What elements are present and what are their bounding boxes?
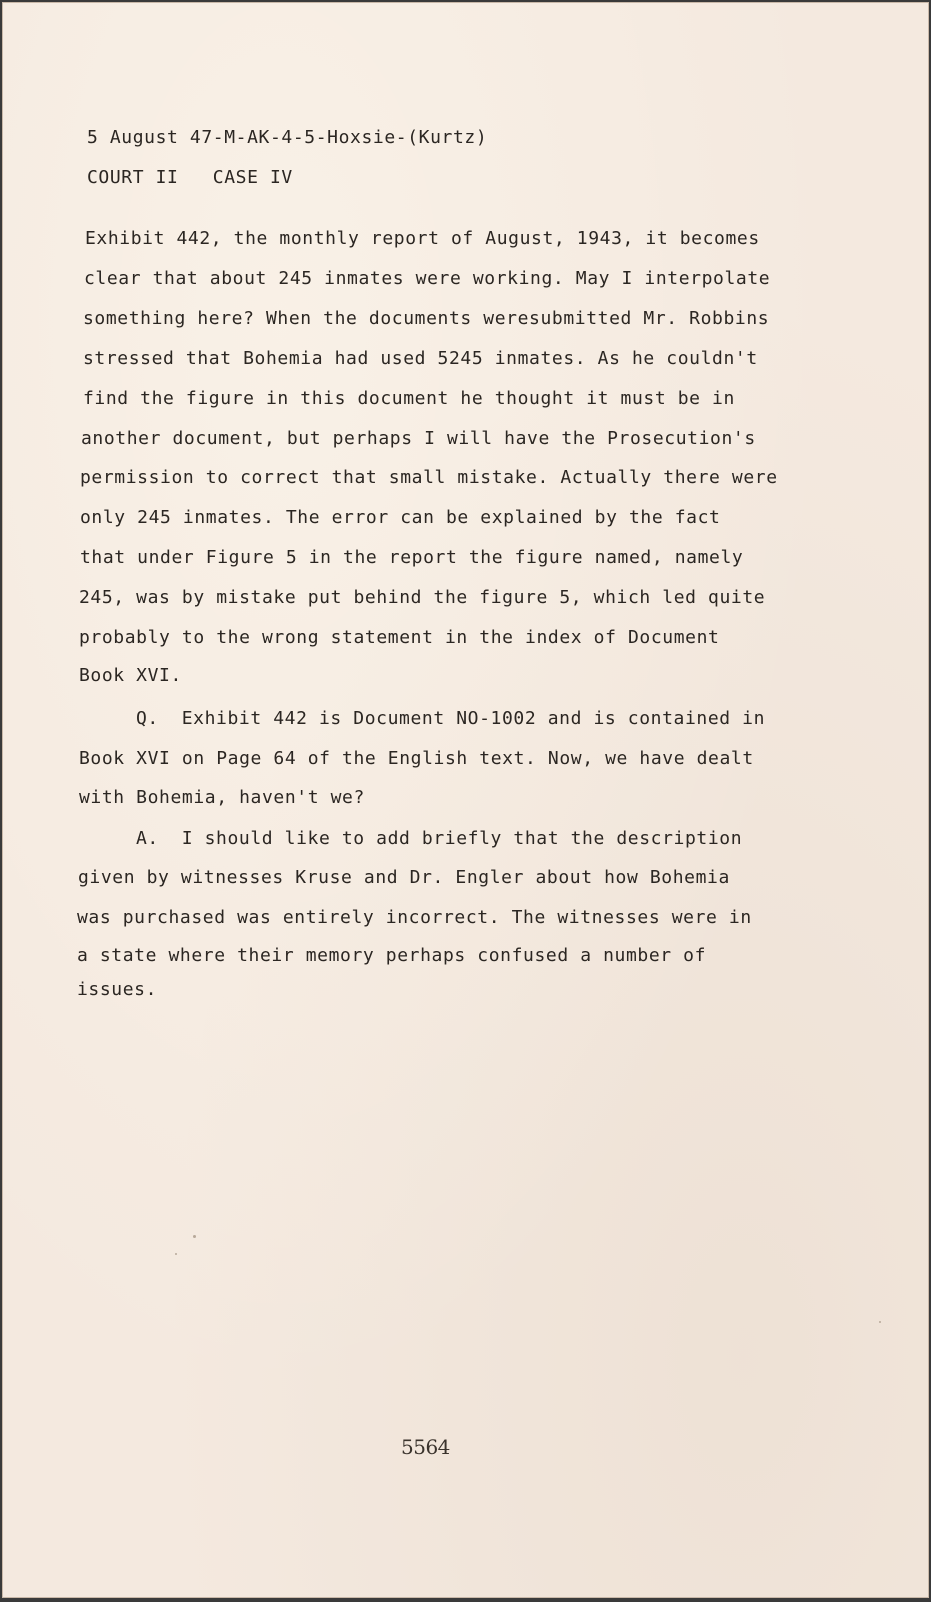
body-line: find the figure in this document he thought it must be in: [83, 388, 735, 409]
question-line: Q. Exhibit 442 is Document NO-1002 and is contained in: [136, 708, 766, 729]
answer-line: a state where their memory perhaps confused a number of: [77, 945, 707, 966]
body-line: 245, was by mistake put behind the figure 5, which led quite: [79, 587, 766, 608]
answer-line: was purchased was entirely incorrect. The witnesses were in: [77, 907, 752, 928]
paper-speck: [175, 1253, 177, 1255]
answer-line: A. I should like to add briefly that the description: [136, 828, 743, 849]
body-line: Exhibit 442, the monthly report of August, 1943, it becomes: [85, 228, 760, 249]
body-line: another document, but perhaps I will have the Prosecution's: [81, 428, 756, 449]
body-line: permission to correct that small mistake. Actually there were: [80, 467, 778, 488]
body-line: that under Figure 5 in the report the figure named, namely: [80, 547, 744, 568]
body-line: clear that about 245 inmates were working. May I interpolate: [84, 268, 771, 289]
page-number: 5564: [401, 1435, 450, 1459]
header-court-case: COURT II CASE IV: [87, 167, 293, 188]
question-line: with Bohemia, haven't we?: [79, 787, 365, 808]
question-line: Book XVI on Page 64 of the English text. Now, we have dealt: [79, 748, 754, 769]
paper-speck: [193, 1235, 196, 1238]
answer-line: issues.: [77, 979, 158, 1000]
body-line: probably to the wrong statement in the index of Document: [79, 627, 720, 648]
paper-speck: [879, 1321, 881, 1323]
answer-line: given by witnesses Kruse and Dr. Engler about how Bohemia: [78, 867, 730, 888]
body-line: only 245 inmates. The error can be explained by the fact: [80, 507, 721, 528]
document-page: [2, 2, 929, 1598]
body-line: Book XVI.: [79, 665, 182, 686]
body-line: stressed that Bohemia had used 5245 inmates. As he couldn't: [83, 348, 758, 369]
body-line: something here? When the documents weresubmitted Mr. Robbins: [83, 308, 770, 329]
header-reference: 5 August 47-M-AK-4-5-Hoxsie-(Kurtz): [87, 127, 488, 148]
